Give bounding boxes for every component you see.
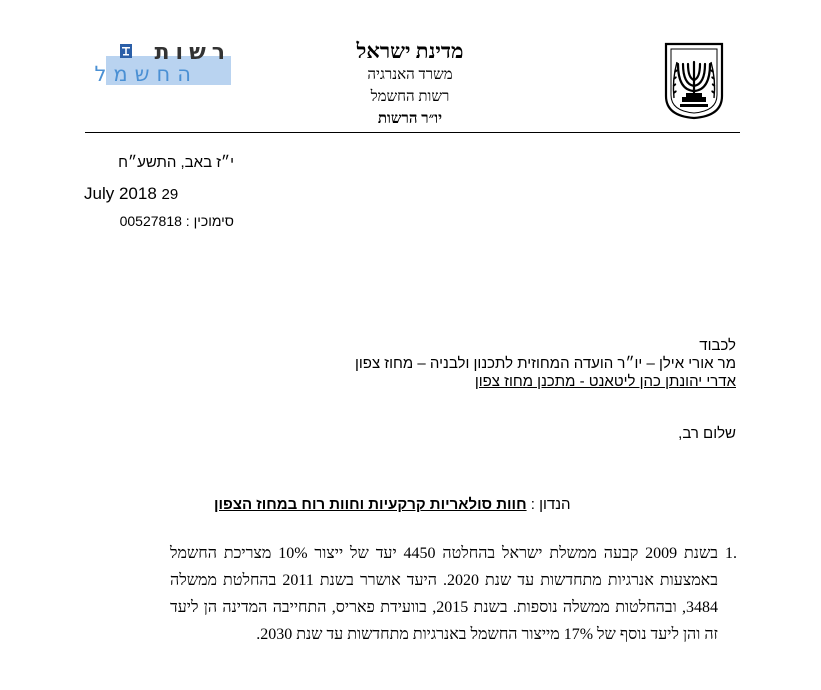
ministry-name: משרד האנרגיה xyxy=(367,67,453,83)
logo-text-line1: רשות xyxy=(154,40,231,65)
paragraph-number: 1. xyxy=(725,545,737,562)
greeting: שלום רב, xyxy=(678,425,736,442)
date-gregorian xyxy=(84,184,178,204)
subject-label: הנדון : xyxy=(530,496,571,513)
authority-name: רשות החשמל xyxy=(370,89,450,105)
subject-text: חוות סולאריות קרקעיות וחוות רוח במחוז הצפון xyxy=(214,496,527,513)
letterhead-title-block xyxy=(300,38,520,130)
recipient-line-1: מר אורי אילן – יו״ר הועדה המחוזית לתכנון ולבניה – מחוז צפון xyxy=(355,355,736,372)
subject-line xyxy=(214,496,571,513)
state-emblem-icon xyxy=(662,42,726,120)
chair-title: יו״ר הרשות xyxy=(377,111,443,127)
body-paragraph: בשנת 2009 קבעה ממשלת ישראל בהחלטה 4450 יעד של ייצור 10% מצריכת החשמל באמצעות אנרגיות מתחדשות עד שנת 2020. היעד אושרר בשנת 2011 בהחלטת ממשלה 3484, ובהחלטות ממשלה נוספות. בשנת 2015, בוועידת פאריס, התחייבה המדינה הן ליעד זה והן ליעד נוסף של 17% מייצור החשמל באנרגיות מתחדשות עד שנת 2030. xyxy=(170,545,719,643)
date-day: 29 xyxy=(161,186,179,203)
state-name: מדינת ישראל xyxy=(356,39,464,63)
date-hebrew: י״ז באב, התשע״ח xyxy=(118,154,234,171)
reference-number: סימוכין : 00527818 xyxy=(119,213,234,229)
logo-text-line2: החשמל xyxy=(94,62,198,86)
authority-logo xyxy=(94,40,236,88)
recipients-block xyxy=(176,337,736,391)
date-month: July 2018 xyxy=(84,184,157,203)
to-label: לכבוד xyxy=(699,337,736,354)
recipient-line-2: אדרי יהונתן כהן ליטאנט - מתכנן מחוז צפון xyxy=(474,373,736,390)
logo-emblem-icon xyxy=(120,44,132,58)
letterhead-divider xyxy=(85,132,740,133)
